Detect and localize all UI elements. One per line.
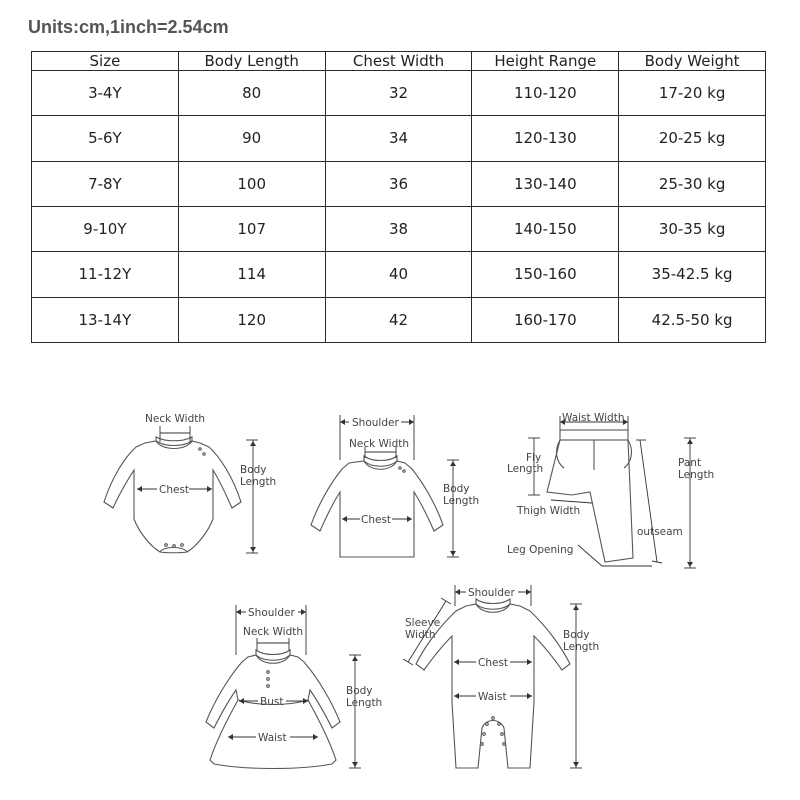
top-diagram [311, 414, 479, 557]
cell-body-length: 120 [178, 297, 325, 342]
bodysuit-neck-width-label: Neck Width [145, 413, 206, 425]
cell-height-range: 110-120 [472, 71, 619, 116]
top-shoulder-label: Shoulder [352, 417, 399, 429]
bodysuit-chest-label: Chest [159, 484, 190, 496]
cell-size: 9-10Y [32, 206, 179, 251]
cell-chest-width: 42 [325, 297, 472, 342]
dress-body-length-label-2: Length [346, 697, 383, 709]
dress-outline-icon [206, 655, 340, 769]
cell-chest-width: 38 [325, 206, 472, 251]
cell-height-range: 120-130 [472, 116, 619, 161]
bodysuit-outline-icon [104, 441, 241, 553]
top-outline-icon [311, 461, 443, 557]
cell-size: 13-14Y [32, 297, 179, 342]
cell-body-weight: 17-20 kg [619, 71, 766, 116]
header-body-length: Body Length [178, 52, 325, 71]
cell-height-range: 140-150 [472, 206, 619, 251]
bodysuit-body-length-label: Body [240, 464, 267, 476]
cell-chest-width: 40 [325, 252, 472, 297]
dress-neck-width-label: Neck Width [243, 626, 304, 638]
dress-shoulder-label: Shoulder [248, 607, 295, 619]
bodysuit-diagram [104, 413, 276, 553]
top-body-length-label: Body [443, 483, 470, 495]
cell-body-length: 114 [178, 252, 325, 297]
bodysuit-body-length-label-2: Length [240, 476, 277, 488]
pants-diagram [507, 412, 714, 568]
pants-leg-opening-label: Leg Opening [507, 544, 574, 556]
cell-size: 7-8Y [32, 161, 179, 206]
cell-body-length: 107 [178, 206, 325, 251]
pants-pant-length-label: Pant [678, 457, 702, 469]
romper-shoulder-label: Shoulder [468, 587, 515, 599]
cell-body-weight: 35-42.5 kg [619, 252, 766, 297]
romper-sleeve-width-label: Sleeve [405, 617, 441, 629]
pants-thigh-width-label: Thigh Width [517, 505, 581, 517]
pants-fly-length-label-2: Length [507, 463, 544, 475]
cell-body-weight: 42.5-50 kg [619, 297, 766, 342]
romper-body-length-label: Body [563, 629, 590, 641]
top-neck-width-label: Neck Width [349, 438, 410, 450]
cell-body-weight: 30-35 kg [619, 206, 766, 251]
units-note: Units:cm,1inch=2.54cm [28, 17, 229, 37]
dress-body-length-label: Body [346, 685, 373, 697]
romper-chest-label: Chest [478, 657, 509, 669]
dress-bust-label: Bust [260, 696, 284, 708]
cell-chest-width: 36 [325, 161, 472, 206]
cell-height-range: 130-140 [472, 161, 619, 206]
cell-size: 5-6Y [32, 116, 179, 161]
cell-body-length: 90 [178, 116, 325, 161]
header-body-weight: Body Weight [619, 52, 766, 71]
dress-waist-label: Waist [258, 732, 287, 744]
romper-diagram [403, 584, 599, 768]
cell-size: 11-12Y [32, 252, 179, 297]
cell-size: 3-4Y [32, 71, 179, 116]
romper-waist-label: Waist [478, 691, 507, 703]
cell-height-range: 160-170 [472, 297, 619, 342]
header-height-range: Height Range [472, 52, 619, 71]
top-chest-label: Chest [361, 514, 392, 526]
pants-fly-length-label: Fly [526, 452, 542, 464]
cell-body-length: 100 [178, 161, 325, 206]
romper-body-length-label-2: Length [563, 641, 600, 653]
pants-waist-width-label: Waist Width [562, 412, 625, 424]
romper-sleeve-width-label-2: Width [405, 629, 436, 641]
header-chest-width: Chest Width [325, 52, 472, 71]
cell-height-range: 150-160 [472, 252, 619, 297]
cell-chest-width: 32 [325, 71, 472, 116]
cell-body-weight: 25-30 kg [619, 161, 766, 206]
dress-diagram [206, 604, 382, 769]
top-body-length-label-2: Length [443, 495, 480, 507]
pants-waistband-icon [560, 430, 628, 440]
header-size: Size [32, 52, 179, 71]
cell-body-weight: 20-25 kg [619, 116, 766, 161]
pants-pant-length-label-2: Length [678, 469, 715, 481]
cell-body-length: 80 [178, 71, 325, 116]
cell-chest-width: 34 [325, 116, 472, 161]
pants-outseam-label: outseam [637, 526, 683, 538]
